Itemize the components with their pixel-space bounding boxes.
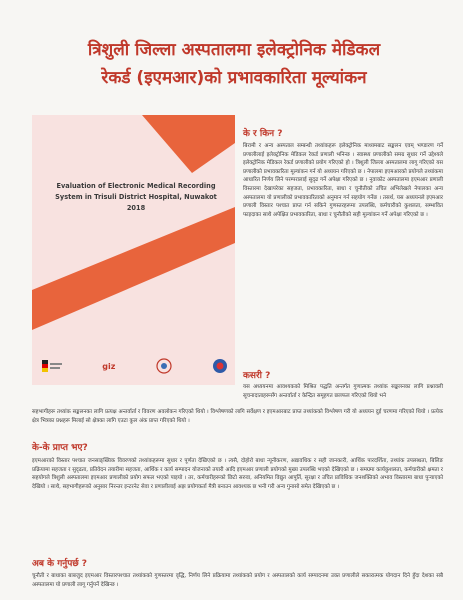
- section-text-how-right: यस अध्ययनमा आवश्यकको मिश्रित पद्धति अन्तर्गत गुणात्मक तथ्यांक सङ्कलनका लागि प्रश्नावली सूचनादाताहरूसँग अन्तर्वार्ता र केन्द्रित समूहगत छलफल गरिएको थियो भने: [243, 384, 443, 399]
- german-cooperation-logo: [42, 360, 62, 372]
- section-heading-what: के र किन ?: [243, 129, 283, 139]
- title-line-1: त्रिशुली जिल्ला अस्पतालमा इलेक्ट्रोनिक मेडिकल: [87, 40, 381, 60]
- section-text-next: चुनौती र बाधाका बाबजुद इएमआर विस्तारपश्चात तथ्यांकको गुणस्तरमा वृद्धि, निर्णय लिने प्रक्रियामा तथ्यांकको प्रयोग र अस्पतालको कार्य सम्पादनमा उक्त प्रणालीले सकारात्मक योगदान दिने हुँदा देशका सबै अस्पतालमा यो प्रणाली लागू गर्नुपर्ने देखिन्छ ।: [32, 573, 443, 588]
- cover-stripe-bottom: [32, 207, 235, 330]
- cover-stripes: [32, 115, 235, 385]
- ministry-emblem-icon: [212, 358, 228, 374]
- report-cover-image: [32, 115, 235, 385]
- cover-stripe-top: [142, 115, 235, 173]
- section-heading-next: अब के गर्नुपर्छ ?: [32, 559, 88, 569]
- section-text-what: बिरामी र अन्य अस्पताल सम्बन्धी तथ्यांकहरू इलेक्ट्रोनिक माध्यमबाट सङ्कलन एवम् भण्डारण गर्ने प्रणालीलाई इलेक्ट्रोनिक मेडिकल रेकर्ड प्रणाली भनिन्छ । स्वास्थ्य प्रणालीको समग्र सुधार गर्ने उद्देश्यले इलेक्ट्रोनिक मेडिकल रेकर्ड प्रणालीको प्रयोग गरिएको हो । त्रिशुली जिल्ला अस्पतालमा लागू गरिएको यस प्रणालीको प्रभावकारिता मूल्यांकन गर्न यो अध्ययन गरिएको छ । नेपालमा इएमआरको प्रयोगले तथ्यांकमा आधारित निर्णय लिने परम्परालाई सुदृढ गर्ने अपेक्षा गरिएको छ । नुवाकोट अस्पतालमा इएमआर प्रणाली विस्तारमा देखापरेका सहजता, प्रभावकारिता, बाधा र चुनौतीको उचित अभिलेखले नेपालका अन्य अस्पतालमा यो प्रणालीको प्रभावकारिताको अनुमान गर्न सहयोग गर्नेछ । तसर्थ, यस अध्ययनले इएमआर प्रणाली विस्तार पश्चात प्राप्त गर्न सकिने गुणस्तरहरूमा उपलब्धि, कर्मचारीको कुशलता, सम्भावित फाइदाका साथै अपेक्षित प्रभावकारिता, बाधा र चुनौतीको सही मूल्यांकन गर्ने अपेक्षा गरिएको छ ।: [243, 143, 443, 218]
- nepal-government-emblem-icon: [156, 358, 172, 374]
- cover-title-line-2: System in Trisuli District Hospital, Nuwakot: [55, 193, 217, 201]
- title-line-2: रेकर्ड (इएमआर)को प्रभावकारिता मूल्यांकन: [101, 68, 367, 88]
- cover-title: [48, 181, 224, 214]
- cover-logos: [42, 355, 228, 377]
- cover-title-line-1: Evaluation of Electronic Medical Recording: [56, 182, 216, 190]
- giz-logo: giz: [102, 361, 116, 371]
- section-heading-how: कसरी ?: [243, 371, 271, 381]
- page-title: [14, 36, 454, 92]
- section-text-findings: इएमआरको विस्तार पश्चात जनसाङ्ख्यिक विवरणको तथ्यांकहरूमा सुधार र पूर्णता देखिएको छ । त्यसै, दोहोरो बाधा न्यूनीकरण, अद्यावधिक र सही जानकारी, आर्थिक पारदर्शिता, तथ्यांक उपलब्धता, बिलिङ प्रक्रियामा सहजता र सुदृढता, प्रतिवेदन तयारीमा सहजता, आर्थिक र कार्य सम्पादन योजनाको तयारी आदि इएमआर प्रणाली प्रयोगको मुख्य उपलब्धि भएको देखिएको छ । समग्रमा कार्यकुशलता, कर्मचारीको क्षमता र सहयोगले त्रिशुली अस्पतालमा इएमआर प्रणालीको प्रयोग सफल भएको पाइयो । तर, कर्मचारीहरूको छिटो सरुवा, अनियमित विद्युत आपूर्ति, सुरक्षा र उचित प्राविधिक जनशक्तिको अभाव विस्तारमा बाधा पुर्‍याएको देखियो । साथै, सहभागीहरूको अनुसार निरन्तर इन्टरनेट सेवा र प्रणालीलाई अझ प्रयोगकर्ता मैत्री बनाउन आवश्यक छ भनी गरी अन्य गुनासो समेत देखिएको छ ।: [32, 458, 443, 490]
- section-heading-findings: के-के प्राप्त भए?: [32, 443, 88, 453]
- cover-year: 2018: [126, 204, 146, 212]
- section-text-how-full: सहभागीहरू तथ्यांक सङ्कलनका लागि प्रत्यक्ष अन्तर्वार्ता र विवरण अवलोकन गरिएको थियो । विश्लेषणको लागि सर्वेक्षण र इएमआरबाट प्राप्त तथ्यांकको विश्लेषण गरी यो अध्ययन दुई चरणमा गरिएको थियो । प्रत्येक क्षेत्र भित्रका प्रश्नहरू मिलाई सो क्षेत्रका लागि एउटा कुल अंक प्राप्त गरिएको थियो ।: [32, 409, 443, 424]
